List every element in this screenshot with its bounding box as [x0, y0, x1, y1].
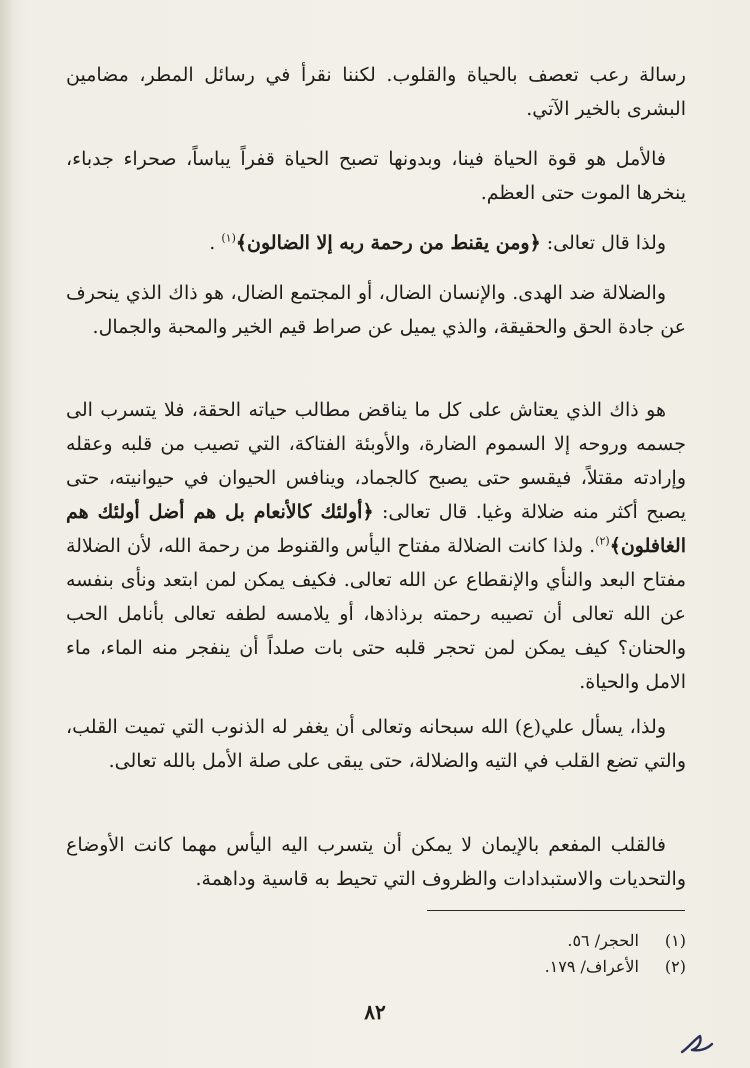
footnote-2-text: الأعراف/ ١٧٩.: [544, 957, 639, 976]
footnote-divider: [427, 910, 685, 911]
footnote-1: [386, 928, 686, 954]
binding-shadow: [0, 0, 14, 1068]
quran-verse-2: ﴿أولئك كالأنعام بل هم أضل أولئك هم الغافلون﴾: [66, 501, 686, 557]
paragraph-4-part-2: . ولذا كانت الضلالة مفتاح اليأس والقنوط من رحمة الله، لأن الضلالة مفتاح البعد والنأي والإنقطاع عن الله تعالى. فكيف يمكن لمن ابتعد ونأى بنفسه عن الله تعالى أن تصيبه رحمته برذاذها، أو يلامسه لطفه تعالى بأنامل الحب والحنان؟ كيف يمكن لمن تحجر قلبه حتى بات صلداً أن ينفجر منه الماء، ماء الامل والحياة.: [66, 535, 686, 693]
paragraph-5: ولذا، يسأل علي(ع) الله سبحانه وتعالى أن يغفر له الذنوب التي تميت القلب، والتي تضع القلب في التيه والضلالة، حتى يبقى على صلة الأمل بالله تعالى.: [66, 716, 686, 772]
paragraph-1: رسالة رعب تعصف بالحياة والقلوب. لكننا نقرأ في رسائل المطر، مضامين البشرى بالخير الآتي.: [66, 64, 686, 120]
paragraph-4-part-1: هو ذاك الذي يعتاش على كل ما يناقض مطالب حياته الحقة، فلا يتسرب الى جسمه وروحه إلا السموم الضارة، والأوبئة الفتاكة، التي تصيب من قلبه وعقله وإرادته مقتلاً، فيقسو حتى يصبح كالجماد، وينافس الحيوان في حيوانيته، حتى يصبح أكثر منه ضلالة وغيا. قال تعالى:: [66, 399, 686, 523]
paragraph-4: [66, 393, 686, 699]
footnote-ref-1: (١): [221, 231, 236, 245]
paragraph-6: فالقلب المفعم بالإيمان لا يمكن أن يتسرب اليه اليأس مهما كانت الأوضاع والتحديات والاستبدادات والظروف التي تحيط به قاسية وداهمة.: [66, 834, 686, 890]
verse-paragraph: [66, 226, 686, 260]
handwritten-ink-mark-icon: [678, 1030, 716, 1056]
paragraph-3: والضلالة ضد الهدى. والإنسان الضال، أو المجتمع الضال، هو ذاك الذي ينحرف عن جادة الحق والحقيقة، والذي يميل عن صراط قيم الخير والمحبة والجمال.: [66, 282, 686, 338]
quran-verse-1: ﴿ومن يقنط من رحمة ربه إلا الضالون﴾: [235, 232, 541, 254]
footnote-1-number: (١): [664, 931, 686, 950]
footnote-2-number: (٢): [664, 957, 686, 976]
paragraph-2: فالأمل هو قوة الحياة فينا، وبدونها تصبح الحياة قفراً يباساً، صحراء جدباء، ينخرها الموت حتى العظم.: [66, 148, 686, 204]
footnote-1-text: الحجر/ ٥٦.: [567, 931, 639, 950]
verse-lead: ولذا قال تعالى:: [540, 232, 666, 254]
verse-end: .: [209, 232, 222, 254]
footnote-ref-2: (٢): [595, 534, 610, 548]
page-number: ٨٢: [364, 1000, 386, 1024]
footnote-2: [386, 954, 686, 980]
